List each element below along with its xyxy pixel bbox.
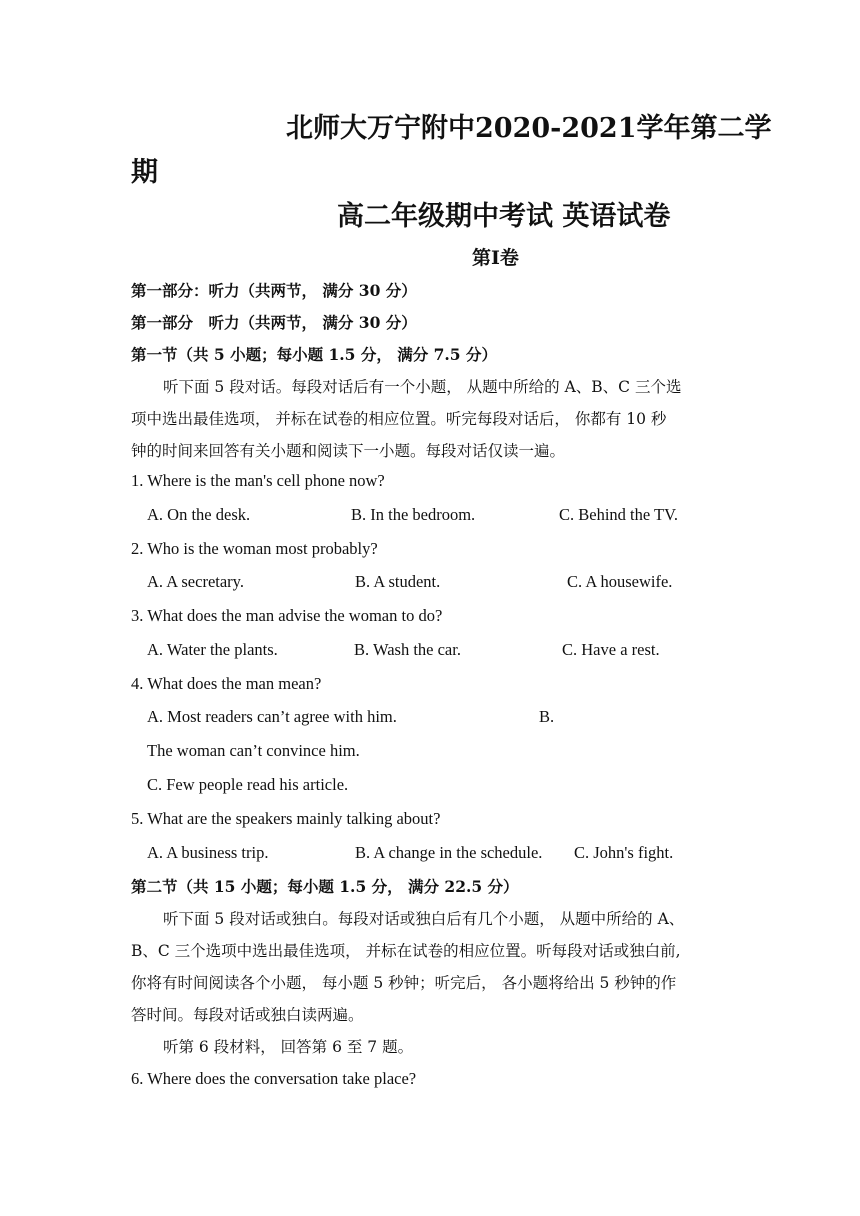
q2-option-a: A. A secretary. <box>147 572 244 591</box>
q3-option-c: C. Have a rest. <box>562 640 660 659</box>
q3-option-b: B. Wash the car. <box>354 640 461 659</box>
material-6-instruction: 听第 6 段材料， 回答第 6 至 7 题。 <box>163 1038 414 1056</box>
question-3: 3. What does the man advise the woman to do? <box>131 606 443 625</box>
exam-title-line1-end: 期 <box>131 157 158 188</box>
question-5: 5. What are the speakers mainly talking about? <box>131 809 441 828</box>
question-2: 2. Who is the woman most probably? <box>131 539 378 558</box>
question-1: 1. Where is the man's cell phone now? <box>131 471 385 490</box>
q4-option-b-text: The woman can’t convince him. <box>147 741 360 760</box>
section2-instruction-line: 听下面 5 段对话或独白。每段对话或独白后有几个小题， 从题中所给的 A、 <box>163 910 685 928</box>
section2-instruction-line: B、C 三个选项中选出最佳选项， 并标在试卷的相应位置。听每段对话或独白前, <box>131 942 681 960</box>
exam-title-line1: 北师大万宁附中2020-2021学年第二学 <box>286 113 772 144</box>
section1-instruction-line: 听下面 5 段对话。每段对话后有一个小题， 从题中所给的 A、B、C 三个选 <box>163 378 682 396</box>
exam-subtitle: 高二年级期中考试 英语试卷 <box>337 201 671 232</box>
q2-option-c: C. A housewife. <box>567 572 673 591</box>
q2-option-b: B. A student. <box>355 572 441 591</box>
section1-heading: 第一节（共 5 小题；每小题 1.5 分， 满分 7.5 分） <box>131 345 497 364</box>
section2-instruction-line: 答时间。每段对话或独白读两遍。 <box>131 1006 364 1024</box>
section2-instruction-line: 你将有时间阅读各个小题， 每小题 5 秒钟；听完后， 各小题将给出 5 秒钟的作 <box>131 974 677 992</box>
q1-option-c: C. Behind the TV. <box>559 505 679 524</box>
q5-option-a: A. A business trip. <box>147 843 269 862</box>
part1-heading-b: 第一部分 听力（共两节， 满分 30 分） <box>131 313 417 332</box>
section1-instruction-line: 项中选出最佳选项， 并标在试卷的相应位置。听完每段对话后， 你都有 10 秒 <box>131 410 667 428</box>
q4-option-c: C. Few people read his article. <box>147 775 349 794</box>
q5-option-b: B. A change in the schedule. <box>355 843 543 862</box>
q4-option-b-letter: B. <box>539 707 555 726</box>
section2-heading: 第二节（共 15 小题；每小题 1.5 分， 满分 22.5 分） <box>131 877 519 896</box>
part1-heading-a: 第一部分：听力（共两节， 满分 30 分） <box>131 281 417 300</box>
q1-option-a: A. On the desk. <box>147 505 251 524</box>
question-4: 4. What does the man mean? <box>131 674 322 693</box>
volume-label: 第Ⅰ卷 <box>472 247 519 269</box>
section1-instruction-line: 钟的时间来回答有关小题和阅读下一小题。每段对话仅读一遍。 <box>131 442 566 460</box>
q1-option-b: B. In the bedroom. <box>351 505 476 524</box>
q3-option-a: A. Water the plants. <box>147 640 278 659</box>
q5-option-c: C. John's fight. <box>574 843 674 862</box>
question-6: 6. Where does the conversation take place? <box>131 1069 417 1088</box>
q4-option-a: A. Most readers can’t agree with him. <box>147 707 397 726</box>
